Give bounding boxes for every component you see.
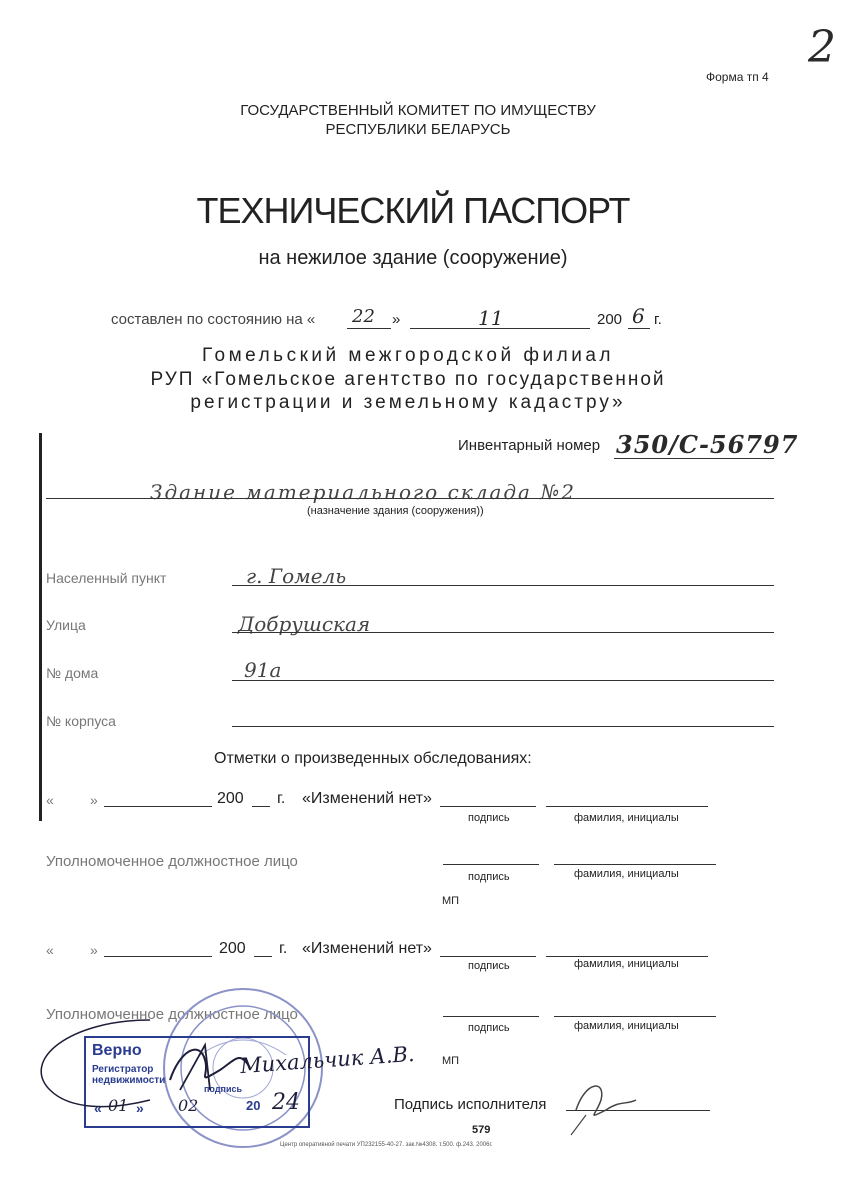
state-date-day: 22: [352, 306, 375, 327]
footer-number: 579: [472, 1124, 491, 1136]
survey1-name-label: фамилия, инициалы: [574, 812, 679, 824]
street-label: Улица: [46, 617, 86, 633]
house-value: 91а: [244, 658, 282, 682]
survey2-signature-line: [440, 956, 536, 957]
building-purpose-caption: (назначение здания (сооружения)): [307, 505, 484, 517]
survey2-year-unit: г.: [279, 940, 288, 957]
state-date-year-prefix: 200: [597, 311, 623, 328]
building-number-label: № корпуса: [46, 713, 116, 729]
certification-registrar: Регистратор недвижимости: [92, 1064, 166, 1086]
survey2-name-line: [546, 956, 708, 957]
survey2-year-prefix: 200: [219, 940, 246, 957]
issuer-line-1: Гомельский межгородской филиал: [202, 345, 614, 366]
state-date-label: составлен по состоянию на «: [111, 311, 316, 328]
official1-name-label: фамилия, инициалы: [574, 868, 679, 880]
survey2-month-line: [104, 956, 212, 957]
settlement-label: Населенный пункт: [46, 570, 167, 586]
certification-month: 02: [178, 1096, 199, 1115]
street-value: Добрушская: [238, 612, 371, 636]
executor-signature-icon: [566, 1070, 666, 1140]
state-date-close-quote: »: [392, 311, 401, 328]
certification-year-suffix: 24: [272, 1090, 300, 1115]
survey1-year-prefix: 200: [217, 790, 244, 807]
survey2-quote-close: »: [90, 942, 98, 958]
survey2-signature-label: подпись: [468, 960, 510, 972]
house-label: № дома: [46, 665, 99, 681]
page-number: 2: [808, 22, 836, 73]
certification-date-close: »: [136, 1100, 144, 1116]
settlement-value: г. Гомель: [246, 564, 347, 588]
state-date-year-unit: г.: [654, 311, 662, 328]
official2-name-line: [554, 1016, 716, 1017]
official1-signature-label: подпись: [468, 871, 510, 883]
certification-verified: Верно: [92, 1042, 142, 1059]
survey1-month-line: [104, 806, 212, 807]
survey2-year-line: [254, 956, 272, 957]
certification-year-prefix: 20: [246, 1098, 261, 1113]
surveys-title: Отметки о произведенных обследованиях:: [214, 750, 532, 767]
certification-signature-label: подпись: [204, 1084, 243, 1094]
state-date-year-suffix: 6: [632, 304, 645, 328]
form-id: Форма тп 4: [706, 70, 769, 84]
inventory-line: [614, 458, 774, 459]
house-line: [232, 680, 774, 681]
building-purpose-line: [46, 498, 774, 499]
street-line: [232, 632, 774, 633]
settlement-line: [232, 585, 774, 586]
official2-name-label: фамилия, инициалы: [574, 1020, 679, 1032]
binding-line: [39, 433, 42, 821]
executor-label: Подпись исполнителя: [394, 1096, 547, 1113]
official1-label: Уполномоченное должностное лицо: [46, 853, 298, 870]
official2-label: Уполномоченное должностное лицо: [46, 1006, 298, 1023]
survey1-quote-close: »: [90, 792, 98, 808]
official2-signature-label: подпись: [468, 1022, 510, 1034]
page-subtitle: на нежилое здание (сооружение): [258, 247, 568, 269]
header-line-2: РЕСПУБЛИКИ БЕЛАРУСЬ: [325, 121, 511, 138]
survey2-quote-open: «: [46, 942, 54, 958]
inventory-label: Инвентарный номер: [458, 437, 601, 454]
official1-name-line: [554, 864, 716, 865]
issuer-line-3: регистрации и земельному кадастру»: [190, 392, 626, 413]
footer-print-info: Центр оперативной печати УП232155-40-27. зак.№4308. т.500. ф.243. 2006г.: [280, 1142, 493, 1148]
certification-signer-name: Михальчик А.В.: [239, 1041, 416, 1079]
official2-signature-line: [443, 1016, 539, 1017]
official2-stamp-label: МП: [442, 1055, 460, 1067]
official1-signature-line: [443, 864, 539, 865]
survey1-year-line: [252, 806, 270, 807]
issuer-line-2: РУП «Гомельское агентство по государственной: [150, 369, 666, 390]
building-purpose-value: Здание материального склада №2: [150, 480, 576, 504]
certification-date-open: «: [94, 1100, 102, 1116]
survey1-quote-open: «: [46, 792, 54, 808]
building-number-line: [232, 726, 774, 727]
state-date-month: 11: [478, 306, 504, 330]
official1-stamp-label: МП: [442, 895, 460, 907]
survey1-signature-line: [440, 806, 536, 807]
header-line-1: ГОСУДАРСТВЕННЫЙ КОМИТЕТ ПО ИМУЩЕСТВУ: [240, 102, 596, 119]
state-date-day-line: [347, 328, 391, 329]
survey2-no-changes: «Изменений нет»: [302, 940, 432, 957]
survey2-name-label: фамилия, инициалы: [574, 958, 679, 970]
page-title: ТЕХНИЧЕСКИЙ ПАСПОРТ: [196, 190, 630, 231]
survey1-name-line: [546, 806, 708, 807]
certification-day: 01: [108, 1096, 129, 1115]
state-date-year-line: [628, 328, 650, 329]
survey1-year-unit: г.: [277, 790, 286, 807]
survey1-no-changes: «Изменений нет»: [302, 790, 432, 807]
inventory-value: 350/С-56797: [616, 430, 799, 459]
survey1-signature-label: подпись: [468, 812, 510, 824]
